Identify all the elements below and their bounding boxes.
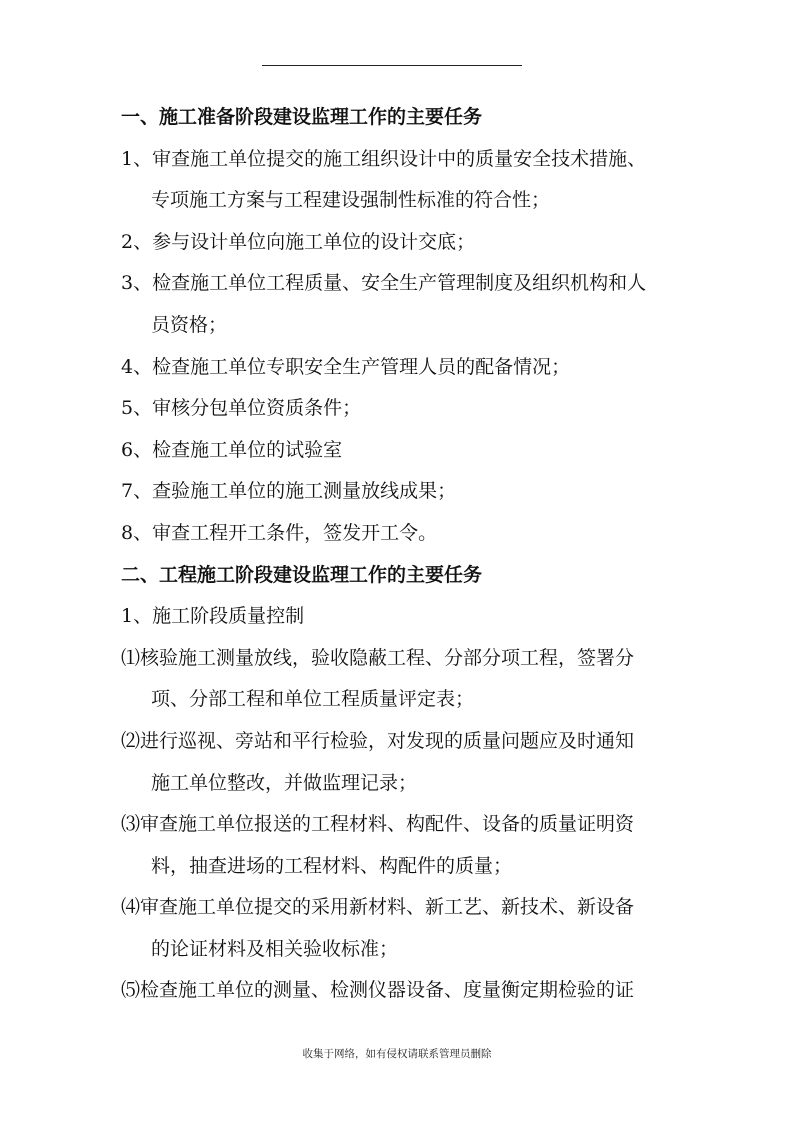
list-item <box>121 809 681 851</box>
line-text: 进行巡视、旁站和平行检验，对发现的质量问题应及时通知 <box>140 729 635 752</box>
line-text: 检查施工单位工程质量、安全生产管理制度及组织机构和人 <box>152 272 647 295</box>
list-item <box>121 268 681 310</box>
line-text: 员资格； <box>151 313 228 336</box>
item-number: 1、 <box>121 605 153 628</box>
item-number: ⑴ <box>121 646 141 669</box>
list-item <box>121 892 681 934</box>
item-continuation <box>121 310 681 352</box>
list-item <box>121 643 681 685</box>
item-number: 2、 <box>121 230 153 253</box>
footer-note: 收集于网络，如有侵权请联系管理员删除 <box>302 1048 492 1060</box>
list-item <box>121 476 681 518</box>
list-item <box>121 435 681 477</box>
line-text: 检查施工单位的测量、检测仪器设备、度量衡定期检验的证 <box>140 979 635 1002</box>
item-continuation <box>121 768 681 810</box>
item-number: ⑷ <box>121 896 141 919</box>
list-item <box>121 601 681 643</box>
item-number: 3、 <box>121 272 153 295</box>
item-number: ⑵ <box>121 729 141 752</box>
line-text: 专项施工方案与工程建设强制性标准的符合性； <box>151 189 551 212</box>
item-number: 4、 <box>121 355 153 378</box>
item-number: 6、 <box>121 438 153 461</box>
item-number: 5、 <box>121 397 153 420</box>
list-item <box>121 352 681 394</box>
item-number: 7、 <box>121 480 153 503</box>
line-text: 审查施工单位提交的施工组织设计中的质量安全技术措施、 <box>152 147 647 170</box>
line-text: 查验施工单位的施工测量放线成果； <box>152 480 457 503</box>
line-text: 核验施工测量放线，验收隐蔽工程、分部分项工程，签署分 <box>140 646 635 669</box>
document-body <box>121 102 681 1017</box>
line-text: 的论证材料及相关验收标准； <box>151 937 399 960</box>
list-item <box>121 518 681 560</box>
line-text: 检查施工单位专职安全生产管理人员的配备情况； <box>152 355 571 378</box>
item-number: 8、 <box>121 521 153 544</box>
line-text: 审查施工单位提交的采用新材料、新工艺、新技术、新设备 <box>140 896 635 919</box>
list-item <box>121 975 681 1017</box>
list-item <box>121 144 681 186</box>
item-continuation <box>121 934 681 976</box>
line-text: 检查施工单位的试验室 <box>152 438 343 461</box>
line-text: 施工单位整改，并做监理记录； <box>151 771 418 794</box>
line-text: 二、工程施工阶段建设监理工作的主要任务 <box>121 563 483 586</box>
line-text: 审查工程开工条件，签发开工令。 <box>152 521 438 544</box>
list-item <box>121 726 681 768</box>
list-item <box>121 393 681 435</box>
line-text: 一、施工准备阶段建设监理工作的主要任务 <box>121 106 483 128</box>
list-item <box>121 227 681 269</box>
line-text: 料，抽查进场的工程材料、构配件的质量； <box>151 854 513 877</box>
item-continuation <box>121 684 681 726</box>
line-text: 施工阶段质量控制 <box>152 605 305 628</box>
section-heading <box>121 560 681 602</box>
item-number: 1、 <box>121 147 153 170</box>
line-text: 审查施工单位报送的工程材料、构配件、设备的质量证明资 <box>140 813 635 836</box>
line-text: 参与设计单位向施工单位的设计交底； <box>152 230 476 253</box>
item-number: ⑶ <box>121 813 141 836</box>
item-continuation <box>121 851 681 893</box>
item-continuation <box>121 185 681 227</box>
line-text: 项、分部工程和单位工程质量评定表； <box>151 688 475 711</box>
line-text: 审核分包单位资质条件； <box>152 397 362 420</box>
section-heading <box>121 102 681 144</box>
item-number: ⑸ <box>121 979 141 1002</box>
top-rule <box>262 65 522 66</box>
